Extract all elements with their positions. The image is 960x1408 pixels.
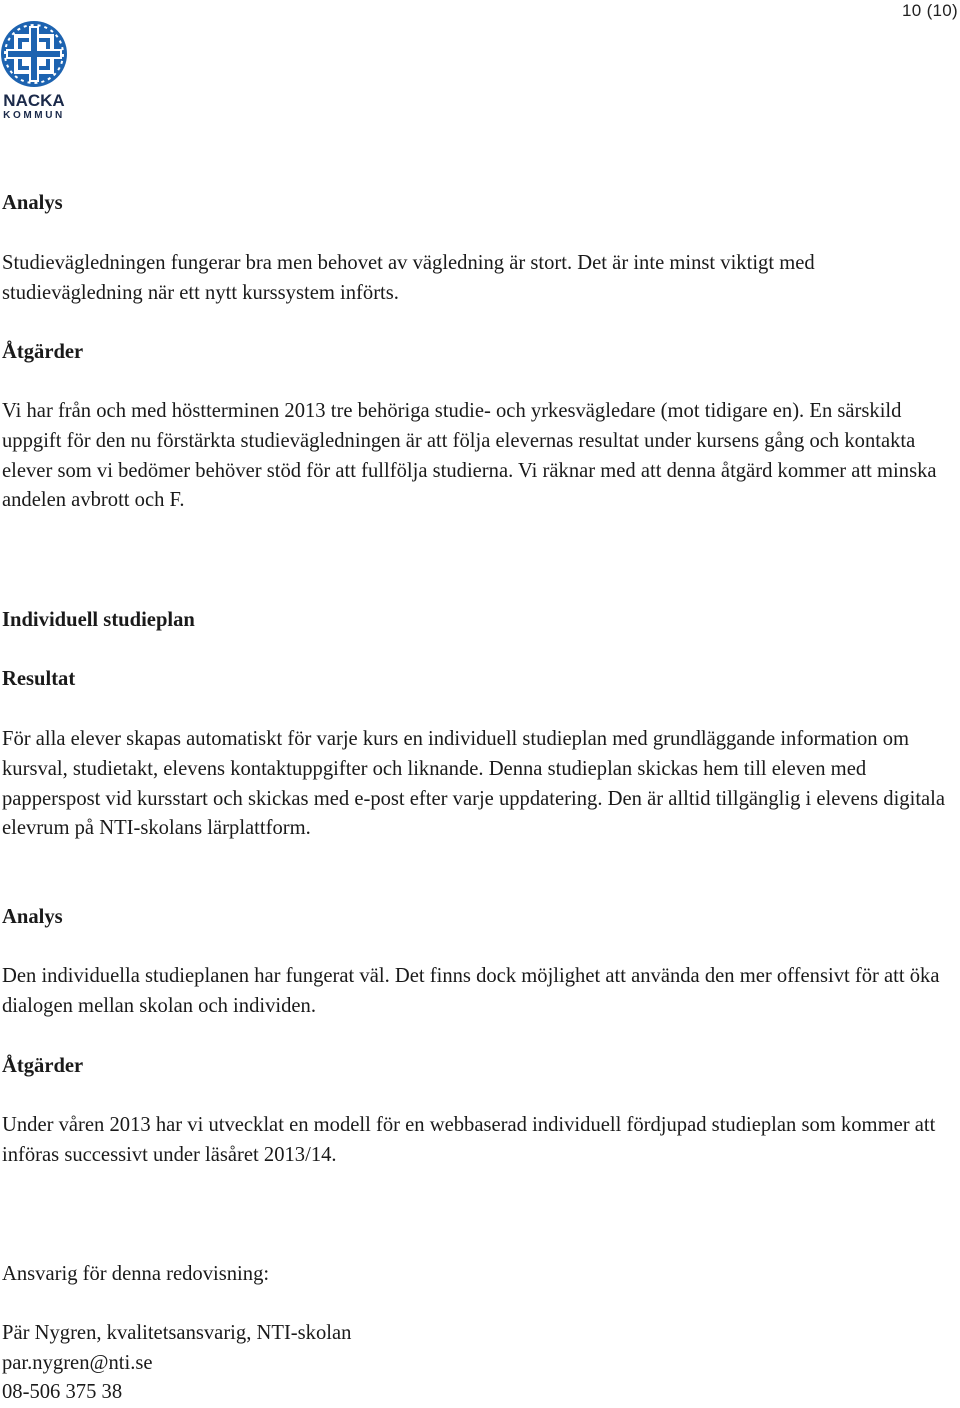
contact-email: par.nygren@nti.se bbox=[2, 1352, 153, 1374]
page-number: 10 (10) bbox=[902, 1, 958, 20]
svg-text:NACKA: NACKA bbox=[3, 91, 65, 110]
paragraph-atgarder-2: Under våren 2013 har vi utvecklat en modell för en webbaserad individuell fördjupad studieplan som kommer att införas successivt under läsåret 2013/14. bbox=[2, 1114, 936, 1166]
svg-text:KOMMUN: KOMMUN bbox=[3, 110, 65, 121]
section-heading-atgarder-2: Åtgärder bbox=[2, 1055, 84, 1077]
paragraph-analys-2: Den individuella studieplanen har fungerat väl. Det finns dock möjlighet att använda den mer offensivt för att öka dialogen mellan skolan och individen. bbox=[2, 965, 940, 1017]
paragraph-resultat: För alla elever skapas automatiskt för varje kurs en individuell studieplan med grundläggande information om kursval, studietakt, elevens kontaktuppgifter och liknande. Denna studieplan skickas hem till eleven med papperspost vid kursstart och skickas med e-post efter varje uppdatering. Den är alltid tillgänglig i elevens digitala elevrum på NTI-skolans lärplattform. bbox=[2, 728, 946, 840]
section-heading-atgarder: Åtgärder bbox=[2, 341, 84, 363]
section-title-individuell-studieplan: Individuell studieplan bbox=[2, 609, 195, 631]
contact-name-role: Pär Nygren, kvalitetsansvarig, NTI-skolan bbox=[2, 1322, 352, 1344]
section-heading-analys-2: Analys bbox=[2, 906, 63, 928]
nacka-shield-icon bbox=[0, 18, 72, 122]
contact-phone: 08-506 375 38 bbox=[2, 1381, 123, 1403]
responsible-label: Ansvarig för denna redovisning: bbox=[2, 1263, 270, 1285]
nacka-kommun-logo bbox=[0, 18, 72, 122]
paragraph-atgarder: Vi har från och med höstterminen 2013 tre behöriga studie- och yrkesvägledare (mot tidigare en). En särskild uppgift för den nu förstärkta studievägledningen är att följa elevernas resultat under kursens gång och kontakta elever som vi bedömer behöver stöd för att fullfölja studierna. Vi räknar med att denna åtgärd kommer att minska andelen avbrott och F. bbox=[2, 400, 937, 512]
section-heading-analys: Analys bbox=[2, 192, 63, 214]
section-heading-resultat: Resultat bbox=[2, 668, 76, 690]
paragraph-analys: Studievägledningen fungerar bra men behovet av vägledning är stort. Det är inte minst viktigt med studievägledning när ett nytt kurssystem införts. bbox=[2, 252, 815, 304]
